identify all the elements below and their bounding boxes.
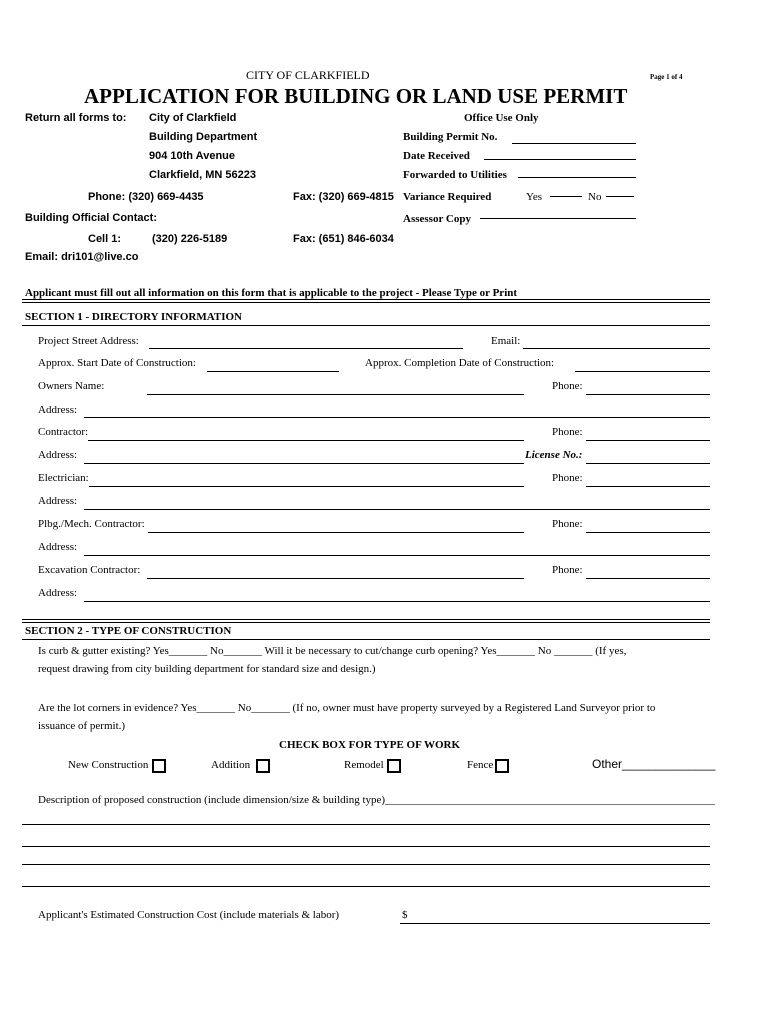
page-number: Page 1 of 4 — [650, 73, 683, 81]
assessor-label: Assessor Copy — [403, 213, 471, 225]
variance-no-label: No — [588, 191, 602, 203]
date-received-field[interactable] — [484, 159, 636, 160]
excavation-address-field[interactable] — [84, 601, 710, 602]
project-address-label: Project Street Address: — [38, 335, 139, 347]
fence-checkbox[interactable] — [495, 759, 509, 773]
project-address-field[interactable] — [149, 348, 463, 349]
contractor-phone-label: Phone: — [552, 426, 583, 438]
electrician-label: Electrician: — [38, 472, 89, 484]
return-line-2: Building Department — [149, 131, 258, 143]
section-1-title: SECTION 1 - DIRECTORY INFORMATION — [25, 311, 242, 323]
phone-info: Phone: (320) 669-4435 — [88, 191, 204, 203]
lot-question-1: Are the lot corners in evidence? Yes_______ No_______ (If no, owner must have property surveyed by a Registered Land Surveyor prior to — [38, 702, 656, 714]
plumbing-label: Plbg./Mech. Contractor: — [38, 518, 145, 530]
fence-label: Fence — [467, 759, 494, 771]
owners-name-field[interactable] — [147, 394, 524, 395]
license-label: License No.: — [525, 449, 583, 461]
plumbing-field[interactable] — [148, 532, 524, 533]
return-line-1: City of Clarkfield — [149, 112, 237, 124]
description-label: Description of proposed construction (include dimension/size & building type)____________________________________________________________ — [38, 794, 716, 806]
description-line-2[interactable] — [22, 846, 710, 847]
email-info: Email: dri101@live.co — [25, 251, 139, 263]
section-2-divider-3 — [22, 639, 710, 640]
assessor-field[interactable] — [480, 218, 636, 219]
section-2-title: SECTION 2 - TYPE OF CONSTRUCTION — [25, 625, 232, 637]
permit-no-label: Building Permit No. — [403, 131, 498, 143]
divider-2 — [22, 302, 710, 303]
curb-question-1: Is curb & gutter existing? Yes_______ No_______ Will it be necessary to cut/change curb opening? Yes_______ No _______ (If yes, — [38, 645, 627, 657]
owners-address-field[interactable] — [84, 417, 710, 418]
variance-yes-field[interactable] — [550, 196, 582, 197]
license-field[interactable] — [586, 463, 710, 464]
owners-phone-label: Phone: — [552, 380, 583, 392]
contractor-phone-field[interactable] — [586, 440, 710, 441]
excavation-phone-label: Phone: — [552, 564, 583, 576]
variance-no-field[interactable] — [606, 196, 634, 197]
section-2-divider-1 — [22, 619, 710, 620]
description-line-1[interactable] — [22, 824, 710, 825]
contractor-address-field[interactable] — [84, 463, 524, 464]
start-date-label: Approx. Start Date of Construction: — [38, 357, 196, 369]
contractor-label: Contractor: — [38, 426, 89, 438]
section-2-divider-2 — [22, 622, 710, 623]
excavation-label: Excavation Contractor: — [38, 564, 141, 576]
email-label: Email: — [491, 335, 521, 347]
owners-name-label: Owners Name: — [38, 380, 105, 392]
plumbing-phone-label: Phone: — [552, 518, 583, 530]
check-box-title: CHECK BOX FOR TYPE OF WORK — [279, 739, 461, 751]
cost-field[interactable] — [400, 923, 710, 924]
other-field[interactable]: Other______________ — [592, 757, 716, 771]
divider-1 — [22, 299, 710, 300]
new-construction-label: New Construction — [68, 759, 149, 771]
fax-2-info: Fax: (651) 846-6034 — [293, 233, 394, 245]
remodel-label: Remodel — [344, 759, 384, 771]
electrician-field[interactable] — [89, 486, 524, 487]
forwarded-field[interactable] — [518, 177, 636, 178]
official-contact-label: Building Official Contact: — [25, 212, 157, 224]
dollar-sign: $ — [402, 909, 408, 921]
curb-question-2: request drawing from city building department for standard size and design.) — [38, 663, 376, 675]
cell-label: Cell 1: — [88, 233, 122, 245]
remodel-checkbox[interactable] — [387, 759, 401, 773]
owners-phone-field[interactable] — [586, 394, 710, 395]
completion-date-label: Approx. Completion Date of Construction: — [365, 357, 555, 369]
electrician-phone-label: Phone: — [552, 472, 583, 484]
cell-number: (320) 226-5189 — [152, 233, 228, 245]
plumbing-address-field[interactable] — [84, 555, 710, 556]
excavation-address-label: Address: — [38, 587, 78, 599]
date-received-label: Date Received — [403, 150, 470, 162]
description-line-3[interactable] — [22, 864, 710, 865]
fax-info: Fax: (320) 669-4815 — [293, 191, 394, 203]
start-date-field[interactable] — [207, 371, 339, 372]
excavation-phone-field[interactable] — [586, 578, 710, 579]
description-line-4[interactable] — [22, 886, 710, 887]
page-title: APPLICATION FOR BUILDING OR LAND USE PERMIT — [84, 84, 628, 108]
variance-label: Variance Required — [403, 191, 492, 203]
permit-no-field[interactable] — [512, 143, 636, 144]
plumbing-phone-field[interactable] — [586, 532, 710, 533]
electrician-address-field[interactable] — [84, 509, 710, 510]
plumbing-address-label: Address: — [38, 541, 78, 553]
owners-address-label: Address: — [38, 404, 78, 416]
office-use-title: Office Use Only — [464, 112, 539, 124]
lot-question-2: issuance of permit.) — [38, 720, 126, 732]
addition-checkbox[interactable] — [256, 759, 270, 773]
electrician-phone-field[interactable] — [586, 486, 710, 487]
instruction-text: Applicant must fill out all information on this form that is applicable to the project - Please Type or Print — [25, 287, 518, 299]
section-1-divider — [22, 325, 710, 326]
cost-label: Applicant's Estimated Construction Cost (include materials & labor) — [38, 909, 340, 921]
return-label: Return all forms to: — [25, 112, 127, 124]
new-construction-checkbox[interactable] — [152, 759, 166, 773]
electrician-address-label: Address: — [38, 495, 78, 507]
forwarded-label: Forwarded to Utilities — [403, 169, 507, 181]
return-line-4: Clarkfield, MN 56223 — [149, 169, 256, 181]
email-field[interactable] — [523, 348, 710, 349]
addition-label: Addition — [211, 759, 251, 771]
contractor-field[interactable] — [88, 440, 524, 441]
city-name: CITY OF CLARKFIELD — [246, 68, 370, 82]
excavation-field[interactable] — [147, 578, 524, 579]
contractor-address-label: Address: — [38, 449, 78, 461]
completion-date-field[interactable] — [575, 371, 710, 372]
variance-yes-label: Yes — [526, 191, 543, 203]
return-line-3: 904 10th Avenue — [149, 150, 236, 162]
